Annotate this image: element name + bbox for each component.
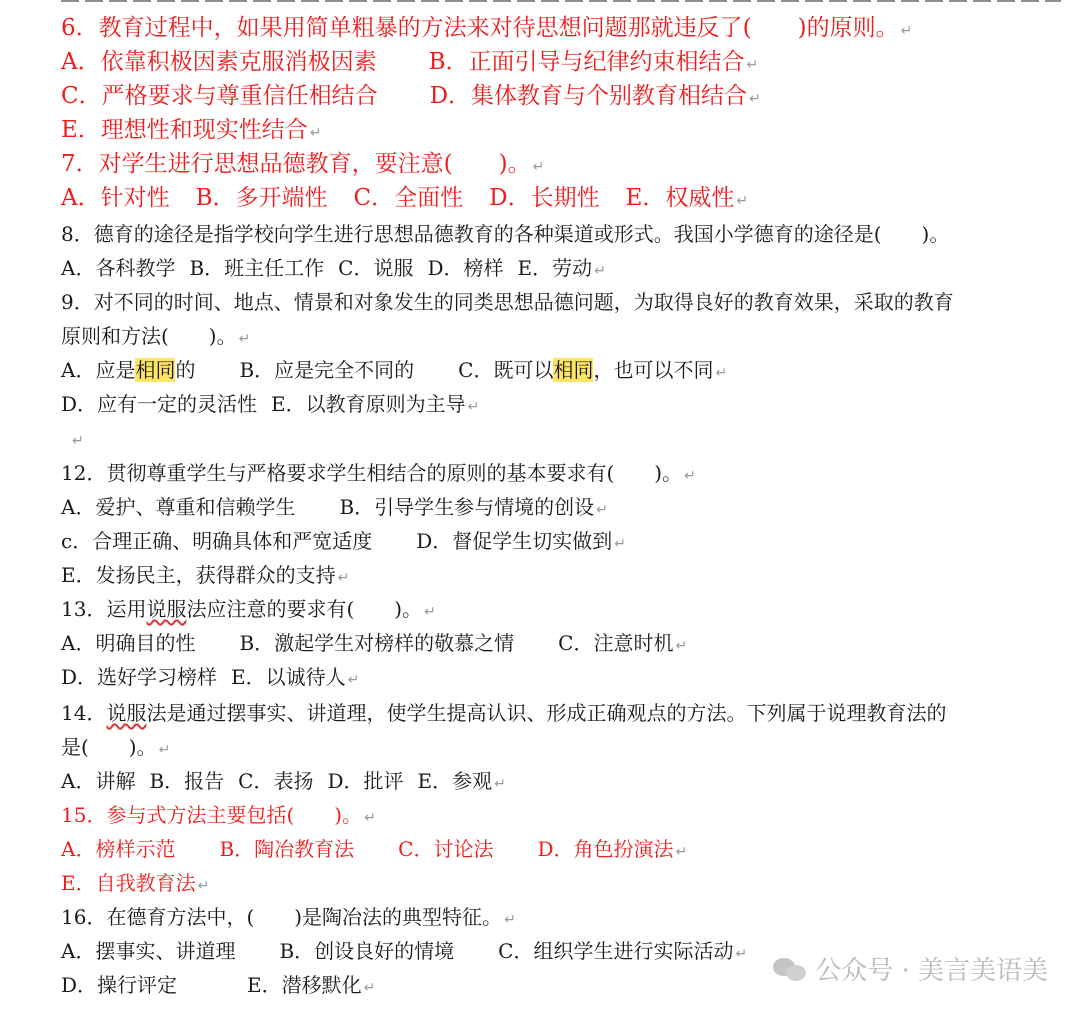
wechat-icon <box>773 956 807 982</box>
question-15-option-e: E．自我教育法 ↵ <box>61 871 210 895</box>
question-12-options-ab: A．爱护、尊重和信赖学生 B．引导学生参与情境的创设 ↵ <box>61 495 608 519</box>
question-16-options-abc: A．摆事实、讲道理 B．创设良好的情境 C．组织学生进行实际活动 ↵ <box>61 939 748 963</box>
question-6-option-e: E．理想性和现实性结合 ↵ <box>61 117 322 143</box>
question-14-stem-line2: 是( )。 ↵ <box>61 735 171 759</box>
wechat-watermark <box>773 950 1048 987</box>
question-14-stem-line1: 14．说服法是通过摆事实、讲道理，使学生提高认识、形成正确观点的方法。下列属于说理教育法的 <box>61 701 947 725</box>
question-16-stem: 16．在德育方法中，( )是陶冶法的典型特征。 ↵ <box>61 905 516 929</box>
question-15-stem: 15．参与式方法主要包括( )。 ↵ <box>61 803 376 827</box>
question-16-options-de: D．操行评定 E．潜移默化 ↵ <box>61 973 376 997</box>
question-7-options: A．针对性 B．多开端性 C．全面性 D．长期性 E．权威性 ↵ <box>61 185 749 211</box>
question-13-options-de: D．选好学习榜样 E．以诚待人 ↵ <box>61 665 360 689</box>
question-15-options: A．榜样示范 B．陶冶教育法 C．讨论法 D．角色扮演法 ↵ <box>61 837 688 861</box>
question-14-options: A．讲解 B．报告 C．表扬 D．批评 E．参观 ↵ <box>61 769 506 793</box>
question-12-options-cd: c．合理正确、明确具体和严宽适度 D．督促学生切实做到 ↵ <box>61 529 626 553</box>
question-12-stem: 12．贯彻尊重学生与严格要求学生相结合的原则的基本要求有( )。 ↵ <box>61 461 696 485</box>
watermark-text: 公众号 · 美言美语美 <box>815 956 1048 986</box>
question-6-stem: 6．教育过程中，如果用简单粗暴的方法来对待思想问题那就违反了( )的原则。 ↵ <box>61 15 913 41</box>
question-9-options-abc: A．应是相同的 B．应是完全不同的 C．既可以相同，也可以不同 ↵ <box>61 358 728 382</box>
empty-paragraph: ↵ <box>72 433 84 449</box>
question-6-options-ab: A．依靠积极因素克服消极因素 B．正面引导与纪律约束相结合 ↵ <box>61 49 759 75</box>
question-8-options: A．各科教学 B．班主任工作 C．说服 D．榜样 E．劳动 ↵ <box>61 256 606 280</box>
question-7-stem: 7．对学生进行思想品德教育，要注意( )。 ↵ <box>61 151 545 177</box>
highlight-text: 相同 <box>135 358 176 382</box>
question-13-options-abc: A．明确目的性 B．激起学生对榜样的敬慕之情 C．注意时机 ↵ <box>61 631 688 655</box>
question-9-options-de: D．应有一定的灵活性 E．以教育原则为主导 ↵ <box>61 392 480 416</box>
question-6-options-cd: C．严格要求与尊重信任相结合 D．集体教育与个别教育相结合 ↵ <box>61 83 761 109</box>
cropped-previous-line <box>61 0 1061 4</box>
question-8-stem: 8．德育的途径是指学校向学生进行思想品德教育的各种渠道或形式。我国小学德育的途径是( )。 <box>61 222 950 246</box>
question-9-stem-line2: 原则和方法( )。 ↵ <box>61 324 251 348</box>
question-12-option-e: E．发扬民主，获得群众的支持 ↵ <box>61 563 350 587</box>
highlight-text: 相同 <box>553 358 594 382</box>
question-13-stem: 13．运用说服法应注意的要求有( )。 ↵ <box>61 597 436 621</box>
question-9-stem-line1: 9．对不同的时间、地点、情景和对象发生的同类思想品德问题，为取得良好的教育效果，采取的教育 <box>61 290 954 314</box>
